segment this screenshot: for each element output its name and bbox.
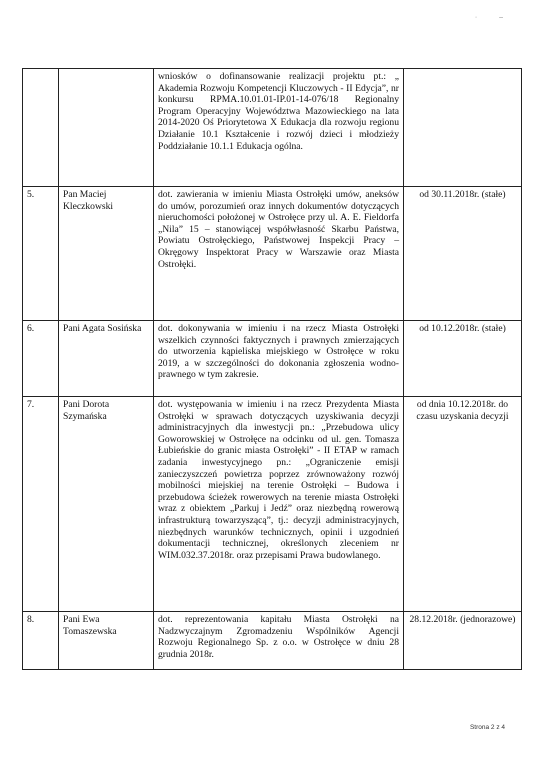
authorization-table [22,68,522,670]
row-number: 8. [23,612,59,670]
row-number: 6. [23,321,59,397]
authorization-scope [154,69,404,187]
validity-period: od 30.11.2018r. (stałe) [404,187,522,321]
scope-text: dot. zawierania w imieniu Miasta Ostrołęki umów, aneksów do umów, porozumień oraz innych dokumentów dotyczących nieruchomości położonej w Ostrołęce przy ul. A. E. Fieldorfa „Nila” 15 – stanowiącej współwłasność Skarbu Państwa, Powiatu Ostrołęckiego, Państwowej Inspekcji Pracy – Okręgowy Inspektorat Pracy w Warszawie oraz Miasta Ostrołęki. [158,189,399,270]
scope-text: dot. dokonywania w imieniu i na rzecz Miasta Ostrołęki wszelkich czynności faktycznych i prawnych zmierzających do utworzenia kąpieliska miejskiego w Ostrołęce w roku 2019, a w szczególności do dokonania zgłoszenia wodno-prawnego w tym zakresie. [158,323,399,381]
validity-period: od 10.12.2018r. (stałe) [404,321,522,397]
validity-period: 28.12.2018r. (jednorazowe) [404,612,522,670]
scope-text: wniosków o dofinansowanie realizacji projektu pt.: „ Akademia Rozwoju Kompetencji Kluczowych - II Edycja”, nr konkursu RPMA.10.01.01-IP.01-14-076/18 Regionalny Program Operacyjny Województwa Mazowieckiego na lata 2014-2020 Oś Priorytetowa X Edukacja dla rozwoju regionu Działanie 10.1 Kształcenie i rozwój dzieci i młodzieży Poddziałanie 10.1.1 Edukacja ogólna. [158,71,399,152]
validity-period: od dnia 10.12.2018r. do czasu uzyskania decyzji [404,397,522,612]
table-row [23,612,522,670]
row-number: 7. [23,397,59,612]
table-row [23,187,522,321]
person-name: Pani Dorota Szymańska [59,397,154,612]
table-row [23,321,522,397]
person-name: Pani Ewa Tomaszewska [59,612,154,670]
authorization-scope [154,187,404,321]
authorization-scope [154,612,404,670]
corner-mark: · – [474,14,513,21]
scope-text: dot. występowania w imieniu i na rzecz Prezydenta Miasta Ostrołęki w sprawach dotyczących uzyskiwania decyzji administracyjnych dla inwestycji pn.: „Przebudowa ulicy Goworowskiej w Ostrołęce na odcinku od ul. gen. Tomasza Łubieńskie do granic miasta Ostrołęki” - II ETAP w ramach zadania inwestycyjnego pn.: „Ograniczenie emisji zanieczyszczeń powietrza poprzez zrównoważony rozwój mobilności miejskiej na terenie Ostrołęki – Budowa i przebudowa ścieżek rowerowych na terenie miasta Ostrołęki wraz z obiektem „Parkuj i Jedź” oraz niezbędną rowerową infrastrukturą towarzyszącą”, tj.: decyzji administracyjnych, niezbędnych warunków technicznych, opinii i uzgodnień dokumentacji technicznej, określonych zleceniem nr WIM.032.37.2018r. oraz przepisami Prawa budowlanego. [158,399,399,561]
page-number: Strona 2 z 4 [469,724,505,731]
authorization-scope [154,321,404,397]
table-row [23,397,522,612]
validity-period [404,69,522,187]
row-number: 5. [23,187,59,321]
person-name: Pani Agata Sosińska [59,321,154,397]
row-number [23,69,59,187]
authorization-scope [154,397,404,612]
person-name: Pan Maciej Kleczkowski [59,187,154,321]
scope-text: dot. reprezentowania kapitału Miasta Ostrołęki na Nadzwyczajnym Zgromadzeniu Wspólników Agencji Rozwoju Regionalnego Sp. z o.o. w Ostrołęce w dniu 28 grudnia 2018r. [158,614,399,660]
table-row [23,69,522,187]
person-name [59,69,154,187]
